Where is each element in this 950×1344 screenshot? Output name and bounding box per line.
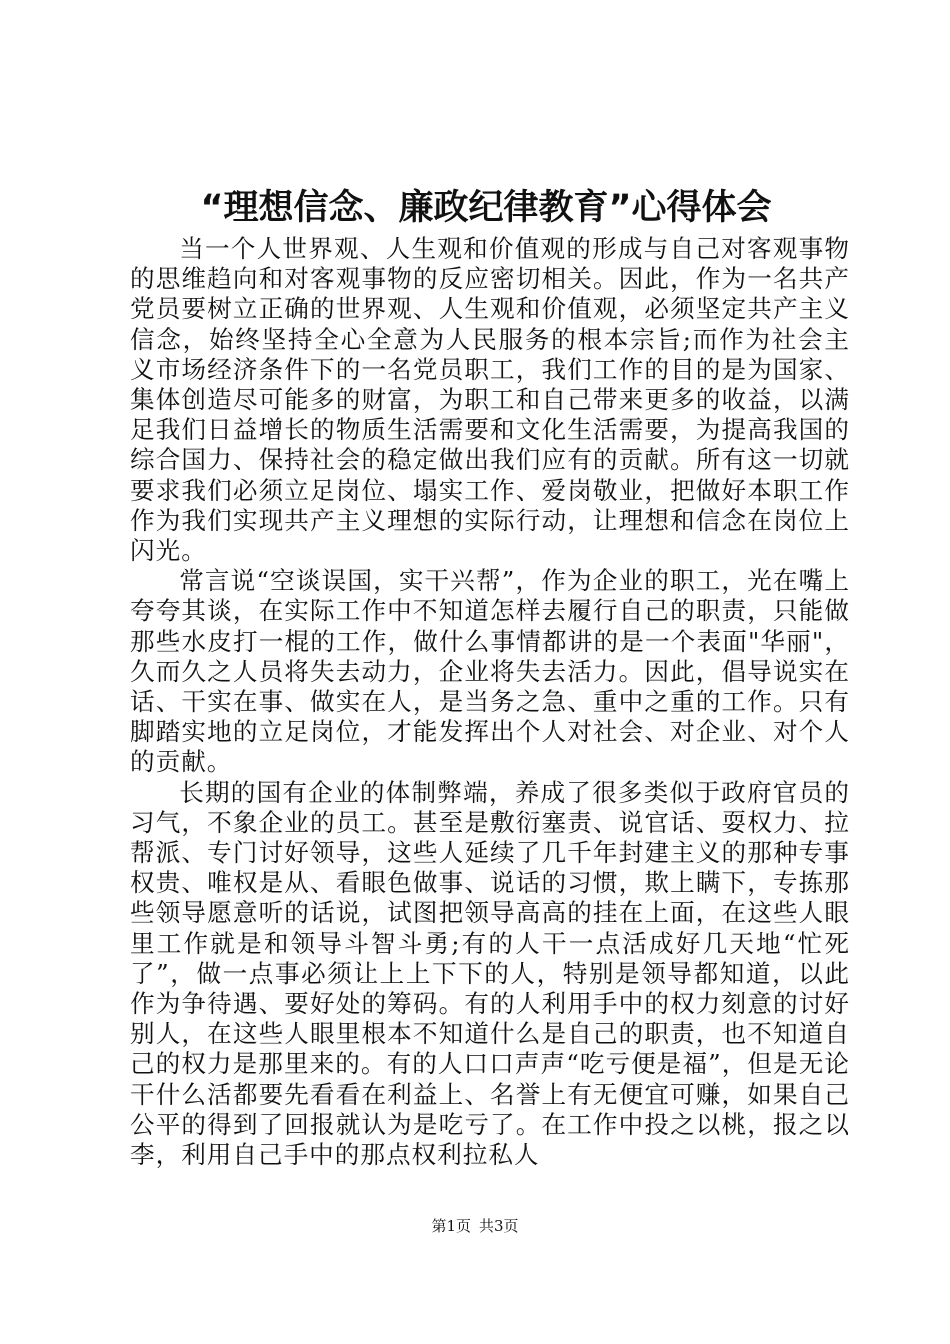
page-total: 共3页 [479, 1217, 519, 1235]
page-footer [0, 1215, 950, 1237]
document-body [130, 234, 850, 1170]
paragraph-1: 当一个人世界观、人生观和价值观的形成与自己对客观事物的思维趋向和对客观事物的反应密切相关。因此，作为一名共产党员要树立正确的世界观、人生观和价值观，必须坚定共产主义信念，始终坚持全心全意为人民服务的根本宗旨;而作为社会主义市场经济条件下的一名党员职工，我们工作的目的是为国家、集体创造尽可能多的财富，为职工和自己带来更多的收益，以满足我们日益增长的物质生活需要和文化生活需要，为提高我国的综合国力、保持社会的稳定做出我们应有的贡献。所有这一切就要求我们必须立足岗位、塌实工作、爱岗敬业，把做好本职工作作为我们实现共产主义理想的实际行动，让理想和信念在岗位上闪光。 [130, 234, 850, 566]
document-title: “理想信念、廉政纪律教育”心得体会 [200, 188, 772, 228]
page-number: 第1页 [431, 1217, 471, 1235]
paragraph-2: 常言说“空谈误国，实干兴帮”，作为企业的职工，光在嘴上夸夸其谈，在实际工作中不知道怎样去履行自己的职责，只能做那些水皮打一棍的工作，做什么事情都讲的是一个表面"华丽"，久而久之人员将失去动力，企业将失去活力。因此，倡导说实在话、干实在事、做实在人，是当务之急、重中之重的工作。只有脚踏实地的立足岗位，才能发挥出个人对社会、对企业、对个人的贡献。 [130, 566, 850, 777]
paragraph-3: 长期的国有企业的体制弊端，养成了很多类似于政府官员的习气，不象企业的员工。甚至是敷衍塞责、说官话、耍权力、拉帮派、专门讨好领导，这些人延续了几千年封建主义的那种专事权贵、唯权是从、看眼色做事、说话的习惯，欺上瞒下，专拣那些领导愿意听的话说，试图把领导高高的挂在上面，在这些人眼里工作就是和领导斗智斗勇;有的人干一点活成好几天地“忙死了”，做一点事必须让上上下下的人，特别是领导都知道，以此作为争待遇、要好处的筹码。有的人利用手中的权力刻意的讨好别人，在这些人眼里根本不知道什么是自己的职责，也不知道自己的权力是那里来的。有的人口口声声“吃亏便是福”，但是无论干什么活都要先看看在利益上、名誉上有无便宜可赚，如果自己公平的得到了回报就认为是吃亏了。在工作中投之以桃，报之以李，利用自己手中的那点权利拉私人 [130, 777, 850, 1170]
